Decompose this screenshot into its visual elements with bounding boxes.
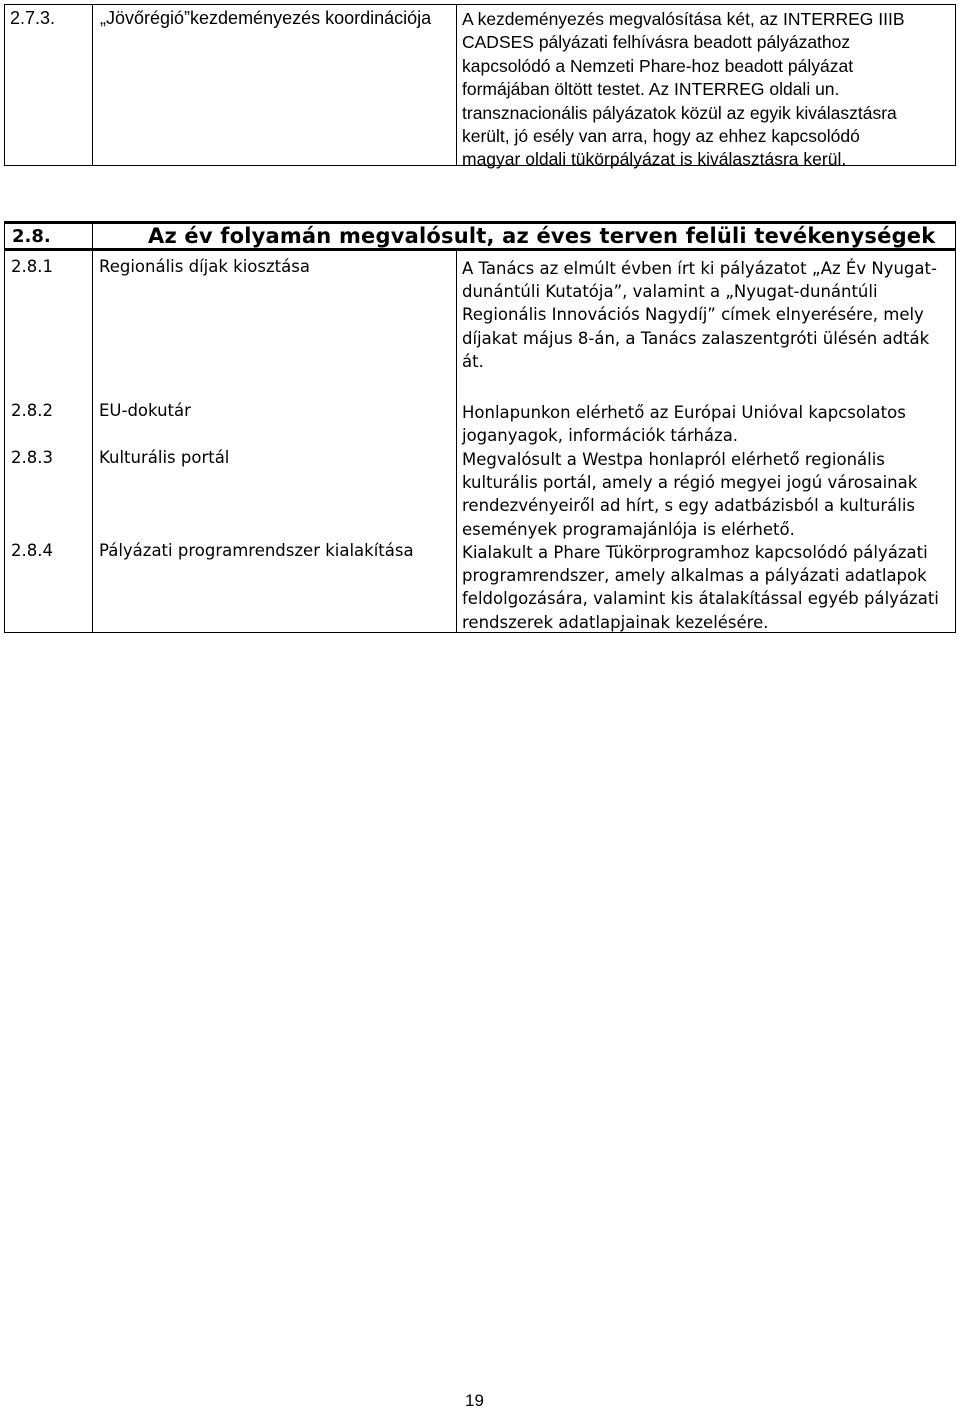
row-title: EU-dokutár	[99, 401, 191, 420]
row-title: Pályázati programrendszer kialakítása	[99, 541, 414, 560]
column-divider	[92, 5, 93, 165]
row-description: Kialakult a Phare Tükörprogramhoz kapcsolódó pályázati programrendszer, amely alkalmas a pályázati adatlapok feldolgozására, valamint kis átalakítással egyéb pályázati rendszerek adatlapjainak kezelésére.	[462, 543, 939, 632]
column-divider	[456, 251, 457, 632]
section-header-separator	[5, 248, 955, 251]
page-number: 19	[465, 1391, 484, 1410]
row-description: Honlapunkon elérhető az Európai Unióval kapcsolatos joganyagok, információk tárháza.	[462, 403, 906, 446]
section-number: 2.8.	[12, 226, 51, 247]
row-number: 2.8.3	[11, 448, 53, 467]
row-title: „Jövőrégió”kezdeményezés koordinációja	[100, 8, 432, 28]
row-description: A kezdeményezés megvalósítása két, az INTERREG IIIB CADSES pályázati felhívásra beadott pályázathoz kapcsolódó a Nemzeti Phare-hoz beadott pályázat formájában öltött testet. Az INTERREG oldali un. transznacionális pályázatok közül az egyik kiválasztásra került, jó esély van arra, hogy az ehhez kapcsolódó magyar oldali tükörpályázat is kiválasztásra kerül.	[462, 9, 905, 170]
row-description: Megvalósult a Westpa honlapról elérhető regionális kulturális portál, amely a régió megyei jogú városainak rendezvényeiről ad hírt, s egy adatbázisból a kulturális események programajánlója is elérhető.	[462, 450, 918, 539]
row-title: Regionális díjak kiosztása	[99, 257, 310, 276]
section-title: Az év folyamán megvalósult, az éves terven felüli tevékenységek	[148, 224, 936, 248]
column-divider	[92, 222, 93, 632]
column-divider	[456, 5, 457, 165]
row-number: 2.8.1	[11, 257, 53, 276]
row-number: 2.8.4	[11, 541, 53, 560]
row-number: 2.8.2	[11, 401, 53, 420]
row-number: 2.7.3.	[10, 8, 56, 28]
row-title: Kulturális portál	[99, 448, 230, 467]
row-description: A Tanács az elmúlt évben írt ki pályázatot „Az Év Nyugat- dunántúli Kutatója”, valamint a „Nyugat-dunántúli Regionális Innovációs Nagydíj” címek elnyerésére, mely díjakat május 8-án, a Tanács zalaszentgróti ülésén adták át.	[462, 259, 937, 371]
